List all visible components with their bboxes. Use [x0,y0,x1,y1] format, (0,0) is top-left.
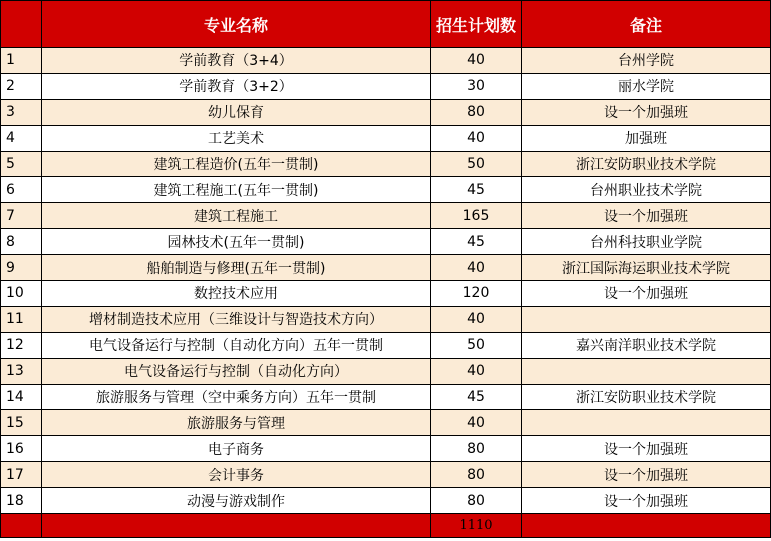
row-index: 17 [1,462,42,488]
row-plan-count: 40 [431,48,522,74]
table-row [1,125,771,151]
row-note: 设一个加强班 [522,436,771,462]
row-note: 设一个加强班 [522,203,771,229]
row-major-name: 建筑工程施工(五年一贯制) [42,177,431,203]
table-row [1,229,771,255]
row-note: 设一个加强班 [522,281,771,307]
row-major-name: 园林技术(五年一贯制) [42,229,431,255]
row-plan-count: 80 [431,99,522,125]
row-index: 18 [1,488,42,514]
header-major-name: 专业名称 [42,1,431,48]
row-major-name: 动漫与游戏制作 [42,488,431,514]
row-plan-count: 50 [431,332,522,358]
table-row [1,332,771,358]
row-major-name: 电气设备运行与控制（自动化方向）五年一贯制 [42,332,431,358]
table-row [1,48,771,74]
row-plan-count: 45 [431,384,522,410]
row-major-name: 工艺美术 [42,125,431,151]
row-index: 12 [1,332,42,358]
row-index: 11 [1,306,42,332]
header-note: 备注 [522,1,771,48]
row-note: 设一个加强班 [522,99,771,125]
row-plan-count: 40 [431,306,522,332]
row-note: 设一个加强班 [522,488,771,514]
row-note [522,358,771,384]
row-note: 浙江安防职业技术学院 [522,384,771,410]
table-row [1,99,771,125]
row-index: 1 [1,48,42,74]
table-row [1,177,771,203]
row-note [522,410,771,436]
total-major-name [42,514,431,538]
row-note: 丽水学院 [522,73,771,99]
table-row [1,384,771,410]
row-note: 加强班 [522,125,771,151]
table-row [1,436,771,462]
row-index: 3 [1,99,42,125]
total-plan-count: 1110 [431,514,522,538]
row-index: 14 [1,384,42,410]
row-index: 15 [1,410,42,436]
row-major-name: 电子商务 [42,436,431,462]
row-major-name: 旅游服务与管理（空中乘务方向）五年一贯制 [42,384,431,410]
row-index: 7 [1,203,42,229]
row-note: 设一个加强班 [522,462,771,488]
row-note: 台州科技职业学院 [522,229,771,255]
row-plan-count: 80 [431,488,522,514]
row-plan-count: 40 [431,358,522,384]
row-note: 浙江国际海运职业技术学院 [522,255,771,281]
row-major-name: 旅游服务与管理 [42,410,431,436]
row-major-name: 幼儿保育 [42,99,431,125]
row-plan-count: 40 [431,255,522,281]
row-index: 16 [1,436,42,462]
row-index: 4 [1,125,42,151]
row-plan-count: 40 [431,410,522,436]
row-note [522,306,771,332]
row-major-name: 会计事务 [42,462,431,488]
table-row [1,488,771,514]
table-row [1,462,771,488]
row-major-name: 数控技术应用 [42,281,431,307]
row-plan-count: 165 [431,203,522,229]
row-index: 13 [1,358,42,384]
row-note: 嘉兴南洋职业技术学院 [522,332,771,358]
table-row [1,281,771,307]
row-index: 8 [1,229,42,255]
table-row [1,255,771,281]
row-major-name: 建筑工程施工 [42,203,431,229]
row-note: 台州学院 [522,48,771,74]
row-plan-count: 80 [431,436,522,462]
row-major-name: 学前教育（3+4） [42,48,431,74]
table-row [1,358,771,384]
row-note: 浙江安防职业技术学院 [522,151,771,177]
row-note: 台州职业技术学院 [522,177,771,203]
table-row [1,203,771,229]
total-index [1,514,42,538]
row-major-name: 学前教育（3+2） [42,73,431,99]
row-plan-count: 45 [431,177,522,203]
header-plan-count: 招生计划数 [431,1,522,48]
header-index [1,1,42,48]
table-row [1,73,771,99]
table-row [1,410,771,436]
total-row [1,514,771,538]
row-index: 10 [1,281,42,307]
table-row [1,151,771,177]
row-index: 6 [1,177,42,203]
row-plan-count: 50 [431,151,522,177]
row-index: 2 [1,73,42,99]
row-major-name: 电气设备运行与控制（自动化方向） [42,358,431,384]
total-note [522,514,771,538]
table-row [1,306,771,332]
header-row [1,1,771,48]
row-plan-count: 80 [431,462,522,488]
row-major-name: 增材制造技术应用（三维设计与智造技术方向） [42,306,431,332]
row-index: 9 [1,255,42,281]
row-plan-count: 45 [431,229,522,255]
row-plan-count: 120 [431,281,522,307]
table-body [1,48,771,538]
row-major-name: 建筑工程造价(五年一贯制) [42,151,431,177]
row-index: 5 [1,151,42,177]
row-plan-count: 30 [431,73,522,99]
row-major-name: 船舶制造与修理(五年一贯制) [42,255,431,281]
row-plan-count: 40 [431,125,522,151]
